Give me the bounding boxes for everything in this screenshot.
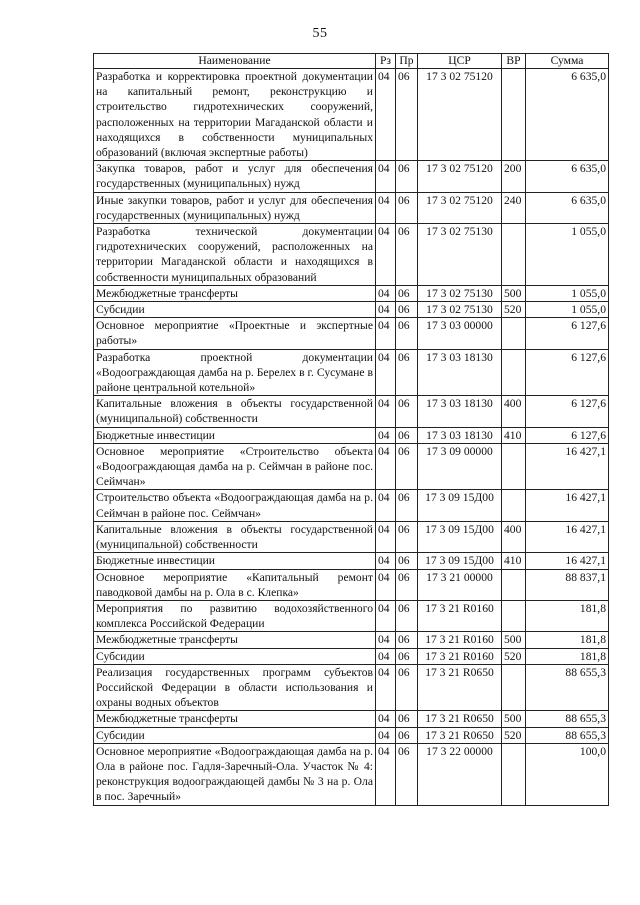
table-row	[94, 490, 609, 521]
row-name: Основное мероприятие «Капитальный ремонт паводковой дамбы на р. Ола в с. Клепка»	[94, 569, 376, 600]
row-rz: 04	[376, 521, 396, 552]
row-vr	[502, 600, 526, 631]
table-row	[94, 396, 609, 427]
row-rz: 04	[376, 427, 396, 443]
row-name: Субсидии	[94, 727, 376, 743]
row-pr: 06	[396, 664, 418, 711]
row-name: Межбюджетные трансферты	[94, 285, 376, 301]
row-name: Капитальные вложения в объекты государственной (муниципальной) собственности	[94, 396, 376, 427]
row-rz: 04	[376, 161, 396, 192]
row-csr: 17 3 03 18130	[418, 349, 502, 396]
row-vr: 520	[502, 648, 526, 664]
row-sum: 6 635,0	[526, 161, 609, 192]
row-csr: 17 3 03 18130	[418, 396, 502, 427]
row-pr: 06	[396, 396, 418, 427]
row-vr	[502, 743, 526, 805]
row-csr: 17 3 21 R0160	[418, 600, 502, 631]
row-vr	[502, 69, 526, 161]
row-pr: 06	[396, 521, 418, 552]
row-sum: 6 127,6	[526, 349, 609, 396]
row-rz: 04	[376, 396, 396, 427]
row-vr	[502, 224, 526, 286]
row-rz: 04	[376, 318, 396, 349]
row-name: Субсидии	[94, 648, 376, 664]
row-rz: 04	[376, 553, 396, 569]
row-pr: 06	[396, 161, 418, 192]
row-rz: 04	[376, 285, 396, 301]
table-row	[94, 553, 609, 569]
row-pr: 06	[396, 349, 418, 396]
row-name: Строительство объекта «Водоограждающая дамба на р. Сеймчан в районе пос. Сеймчан»	[94, 490, 376, 521]
table-row	[94, 521, 609, 552]
row-pr: 06	[396, 318, 418, 349]
row-pr: 06	[396, 711, 418, 727]
row-name: Бюджетные инвестиции	[94, 553, 376, 569]
row-name: Капитальные вложения в объекты государственной (муниципальной) собственности	[94, 521, 376, 552]
row-csr: 17 3 09 15Д00	[418, 521, 502, 552]
header-rz: Рз	[376, 54, 396, 69]
row-sum: 16 427,1	[526, 553, 609, 569]
table-row	[94, 161, 609, 192]
row-csr: 17 3 21 R0650	[418, 711, 502, 727]
row-rz: 04	[376, 664, 396, 711]
row-vr: 400	[502, 521, 526, 552]
row-vr	[502, 490, 526, 521]
row-name: Реализация государственных программ субъектов Российской Федерации в области использования и охраны водных объектов	[94, 664, 376, 711]
row-sum: 6 127,6	[526, 427, 609, 443]
row-vr: 400	[502, 396, 526, 427]
row-sum: 88 655,3	[526, 727, 609, 743]
row-rz: 04	[376, 569, 396, 600]
row-csr: 17 3 21 R0160	[418, 648, 502, 664]
row-name: Закупка товаров, работ и услуг для обеспечения государственных (муниципальных) нужд	[94, 161, 376, 192]
table-row	[94, 302, 609, 318]
row-sum: 16 427,1	[526, 490, 609, 521]
row-vr: 200	[502, 161, 526, 192]
table-body	[94, 69, 609, 806]
row-csr: 17 3 09 15Д00	[418, 490, 502, 521]
row-name: Основное мероприятие «Водоограждающая дамба на р. Ола в районе пос. Гадля-Заречный-Ола. Участок № 4: реконструкция водоограждающей дамбы № 3 на р. Ола в пос. Заречный»	[94, 743, 376, 805]
row-pr: 06	[396, 632, 418, 648]
row-sum: 181,8	[526, 648, 609, 664]
row-vr: 500	[502, 285, 526, 301]
row-sum: 100,0	[526, 743, 609, 805]
row-pr: 06	[396, 490, 418, 521]
row-sum: 1 055,0	[526, 302, 609, 318]
page-number: 55	[312, 26, 328, 41]
row-rz: 04	[376, 632, 396, 648]
row-csr: 17 3 02 75130	[418, 302, 502, 318]
row-vr: 520	[502, 302, 526, 318]
row-csr: 17 3 03 18130	[418, 427, 502, 443]
row-sum: 16 427,1	[526, 443, 609, 490]
table-header	[94, 54, 609, 69]
row-rz: 04	[376, 349, 396, 396]
row-sum: 88 655,3	[526, 664, 609, 711]
row-name: Межбюджетные трансферты	[94, 632, 376, 648]
row-csr: 17 3 02 75130	[418, 285, 502, 301]
row-rz: 04	[376, 727, 396, 743]
row-rz: 04	[376, 490, 396, 521]
row-name: Разработка технической документации гидротехнических сооружений, расположенных на территории Магаданской области и находящихся в собственности муниципальных образований	[94, 224, 376, 286]
table-row	[94, 743, 609, 805]
row-pr: 06	[396, 743, 418, 805]
row-name: Субсидии	[94, 302, 376, 318]
row-csr: 17 3 02 75120	[418, 161, 502, 192]
row-pr: 06	[396, 727, 418, 743]
row-vr: 520	[502, 727, 526, 743]
row-rz: 04	[376, 69, 396, 161]
row-csr: 17 3 09 00000	[418, 443, 502, 490]
row-vr	[502, 569, 526, 600]
row-rz: 04	[376, 648, 396, 664]
row-pr: 06	[396, 648, 418, 664]
table-row	[94, 727, 609, 743]
table-row	[94, 318, 609, 349]
table-row	[94, 600, 609, 631]
row-sum: 6 635,0	[526, 69, 609, 161]
row-vr: 410	[502, 427, 526, 443]
row-name: Межбюджетные трансферты	[94, 711, 376, 727]
row-rz: 04	[376, 443, 396, 490]
header-vr: ВР	[502, 54, 526, 69]
row-vr: 500	[502, 711, 526, 727]
row-sum: 88 655,3	[526, 711, 609, 727]
budget-table	[93, 53, 609, 806]
row-sum: 181,8	[526, 632, 609, 648]
row-csr: 17 3 02 75130	[418, 224, 502, 286]
row-sum: 6 635,0	[526, 192, 609, 223]
row-sum: 6 127,6	[526, 396, 609, 427]
row-csr: 17 3 03 00000	[418, 318, 502, 349]
table-row	[94, 711, 609, 727]
table-row	[94, 349, 609, 396]
row-name: Основное мероприятие «Проектные и экспертные работы»	[94, 318, 376, 349]
row-vr: 240	[502, 192, 526, 223]
row-pr: 06	[396, 192, 418, 223]
row-pr: 06	[396, 427, 418, 443]
row-vr	[502, 664, 526, 711]
row-rz: 04	[376, 302, 396, 318]
row-rz: 04	[376, 743, 396, 805]
row-sum: 181,8	[526, 600, 609, 631]
row-vr: 410	[502, 553, 526, 569]
row-name: Разработка проектной документации «Водоограждающая дамба на р. Берелех в г. Сусумане в районе центральной котельной»	[94, 349, 376, 396]
row-csr: 17 3 09 15Д00	[418, 553, 502, 569]
row-sum: 1 055,0	[526, 285, 609, 301]
table-row	[94, 664, 609, 711]
table-row	[94, 648, 609, 664]
header-sum: Сумма	[526, 54, 609, 69]
table-row	[94, 69, 609, 161]
row-csr: 17 3 21 R0650	[418, 664, 502, 711]
row-name: Иные закупки товаров, работ и услуг для обеспечения государственных (муниципальных) нужд	[94, 192, 376, 223]
header-pr: Пр	[396, 54, 418, 69]
table-row	[94, 285, 609, 301]
row-rz: 04	[376, 192, 396, 223]
row-name: Мероприятия по развитию водохозяйственного комплекса Российской Федерации	[94, 600, 376, 631]
row-vr	[502, 349, 526, 396]
header-csr: ЦСР	[418, 54, 502, 69]
row-pr: 06	[396, 69, 418, 161]
row-csr: 17 3 21 R0160	[418, 632, 502, 648]
table-row	[94, 443, 609, 490]
row-pr: 06	[396, 553, 418, 569]
row-pr: 06	[396, 569, 418, 600]
row-sum: 88 837,1	[526, 569, 609, 600]
row-csr: 17 3 02 75120	[418, 192, 502, 223]
row-csr: 17 3 21 00000	[418, 569, 502, 600]
row-vr	[502, 443, 526, 490]
row-csr: 17 3 21 R0650	[418, 727, 502, 743]
row-vr	[502, 318, 526, 349]
table-row	[94, 224, 609, 286]
row-pr: 06	[396, 285, 418, 301]
row-vr: 500	[502, 632, 526, 648]
header-row	[94, 54, 609, 69]
header-name: Наименование	[94, 54, 376, 69]
row-sum: 16 427,1	[526, 521, 609, 552]
row-rz: 04	[376, 711, 396, 727]
table-row	[94, 192, 609, 223]
table-row	[94, 569, 609, 600]
row-name: Разработка и корректировка проектной документации на капитальный ремонт, реконструкцию и строительство гидротехнических сооружений, расположенных на территории Магаданской области и находящихся в собственности муниципальных образований (включая экспертные работы)	[94, 69, 376, 161]
table-row	[94, 427, 609, 443]
row-name: Основное мероприятие «Строительство объекта «Водоограждающая дамба на р. Сеймчан в районе пос. Сеймчан»	[94, 443, 376, 490]
row-rz: 04	[376, 600, 396, 631]
row-pr: 06	[396, 443, 418, 490]
table-row	[94, 632, 609, 648]
row-sum: 6 127,6	[526, 318, 609, 349]
row-pr: 06	[396, 302, 418, 318]
row-csr: 17 3 22 00000	[418, 743, 502, 805]
row-pr: 06	[396, 224, 418, 286]
row-rz: 04	[376, 224, 396, 286]
row-name: Бюджетные инвестиции	[94, 427, 376, 443]
row-sum: 1 055,0	[526, 224, 609, 286]
row-csr: 17 3 02 75120	[418, 69, 502, 161]
row-pr: 06	[396, 600, 418, 631]
